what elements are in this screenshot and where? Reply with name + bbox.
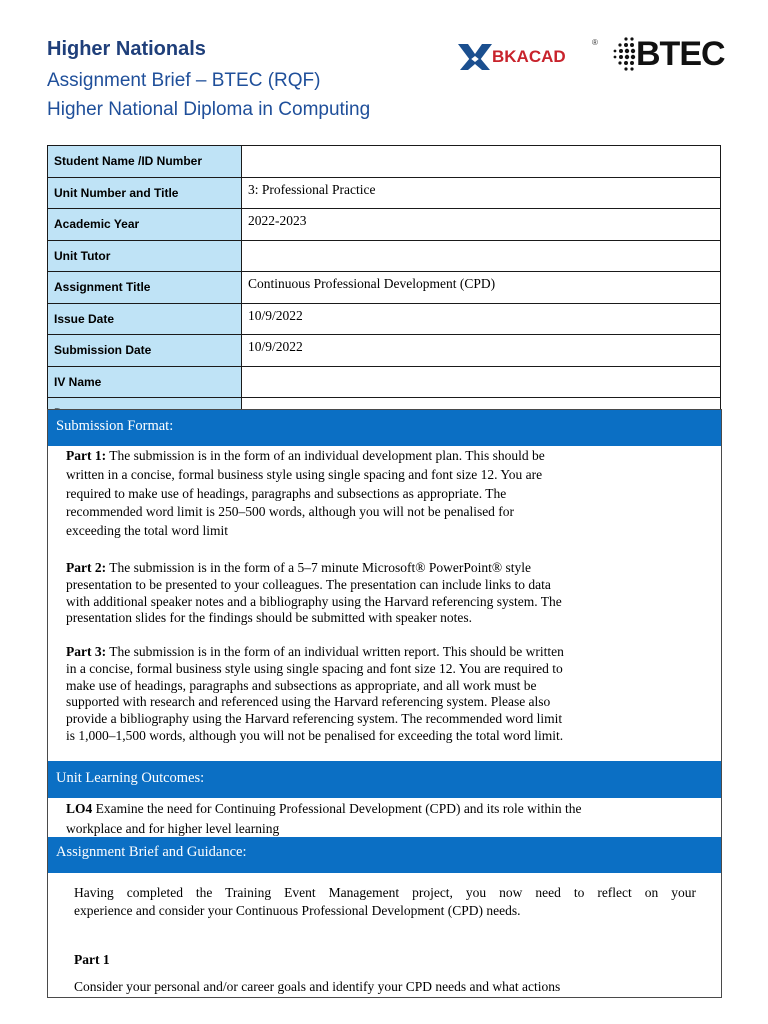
row-value: 2022-2023 [242,209,721,241]
part1-line: written in a concise, formal business style using single spacing and font size 12. You are [66,466,543,482]
guidance-intro [74,884,696,920]
doc-subtitle-diploma: Higher National Diploma in Computing [47,99,371,120]
part3-label: Part 3: [66,644,107,659]
row-value [242,366,721,398]
row-value [242,240,721,272]
part3-line: in a concise, formal business style using single spacing and font size 12. You are required to [66,660,563,676]
part1-line: recommended word limit is 250–500 words, although you will not be penalised for [66,504,515,520]
row-label: Student Name /ID Number [48,146,242,178]
submission-part3 [66,644,716,745]
submission-part1 [66,448,716,540]
guidance-part1-line: Consider your personal and/or career goals and identify your CPD needs and what actions [74,978,561,994]
table-row [48,272,721,304]
row-value: Continuous Professional Development (CPD) [242,272,721,304]
table-row [48,366,721,398]
part2-label: Part 2: [66,560,107,575]
guidance-part1-heading: Part 1 [74,952,110,967]
guidance-intro-line: Having completed the Training Event Management project, you now need to reflect on your [74,885,696,900]
row-value: 10/9/2022 [242,335,721,367]
registered-mark: ® [592,38,598,47]
bkacad-mark-icon [456,40,494,74]
table-row [48,335,721,367]
guidance-heading: Assignment Brief and Guidance: [48,837,721,873]
part3-line: The submission is in the form of an individual written report. This should be written [109,644,564,659]
part1-line: The submission is in the form of an individual development plan. This should be [109,448,545,463]
row-value: 10/9/2022 [242,303,721,335]
lo4-label: LO4 [66,801,93,816]
btec-logo-text: BTEC [636,35,725,73]
table-row [48,303,721,335]
table-row [48,146,721,178]
part2-line: presentation slides for the findings should be submitted with speaker notes. [66,610,473,626]
guidance-intro-line: experience and consider your Continuous Professional Development (CPD) needs. [74,903,521,918]
learning-outcomes-heading: Unit Learning Outcomes: [48,761,721,798]
lo4-line: Examine the need for Continuing Professional Development (CPD) and its role within the [95,801,582,816]
row-label: Issue Date [48,303,242,335]
row-label: Academic Year [48,209,242,241]
table-row [48,209,721,241]
submission-part2 [66,560,716,627]
submission-format-heading: Submission Format: [48,410,721,446]
brief-content-box [47,409,722,998]
doc-title: Higher Nationals [47,38,206,60]
row-label: Submission Date [48,335,242,367]
assignment-info-table [47,145,721,430]
document-header [0,0,768,140]
btec-dots-icon [612,36,638,74]
part3-line: supported with research and referenced using the Harvard referencing system. Please also [66,694,551,710]
learning-outcome-lo4 [66,799,716,839]
row-label: Unit Tutor [48,240,242,272]
btec-logo [612,34,732,78]
row-value: 3: Professional Practice [242,177,721,209]
part1-label: Part 1: [66,448,107,463]
bkacad-logo-text: BKACAD [492,47,566,66]
part2-line: presentation to be presented to your colleagues. The presentation can include links to data [66,576,551,592]
part3-line: make use of headings, paragraphs and subsections as appropriate, and all work must be [66,677,537,693]
row-label: IV Name [48,366,242,398]
part2-line: The submission is in the form of a 5–7 minute Microsoft® PowerPoint® style [109,560,531,575]
row-label: Unit Number and Title [48,177,242,209]
guidance-part1 [74,952,696,996]
row-value [242,146,721,178]
part1-line: required to make use of headings, paragraphs and subsections as appropriate. The [66,485,507,501]
part3-line: provide a bibliography using the Harvard referencing system. The recommended word limit [66,711,563,727]
lo4-line: workplace and for higher level learning [66,821,280,836]
part1-line: exceeding the total word limit [66,523,228,539]
table-row [48,240,721,272]
row-label: Assignment Title [48,272,242,304]
part3-line: is 1,000–1,500 words, although you will not be penalised for exceeding the total word limit. [66,727,564,743]
table-row [48,177,721,209]
part2-line: with additional speaker notes and a bibliography using the Harvard referencing system. The [66,593,562,609]
bkacad-logo [456,38,606,78]
doc-subtitle-brief: Assignment Brief – BTEC (RQF) [47,70,321,91]
